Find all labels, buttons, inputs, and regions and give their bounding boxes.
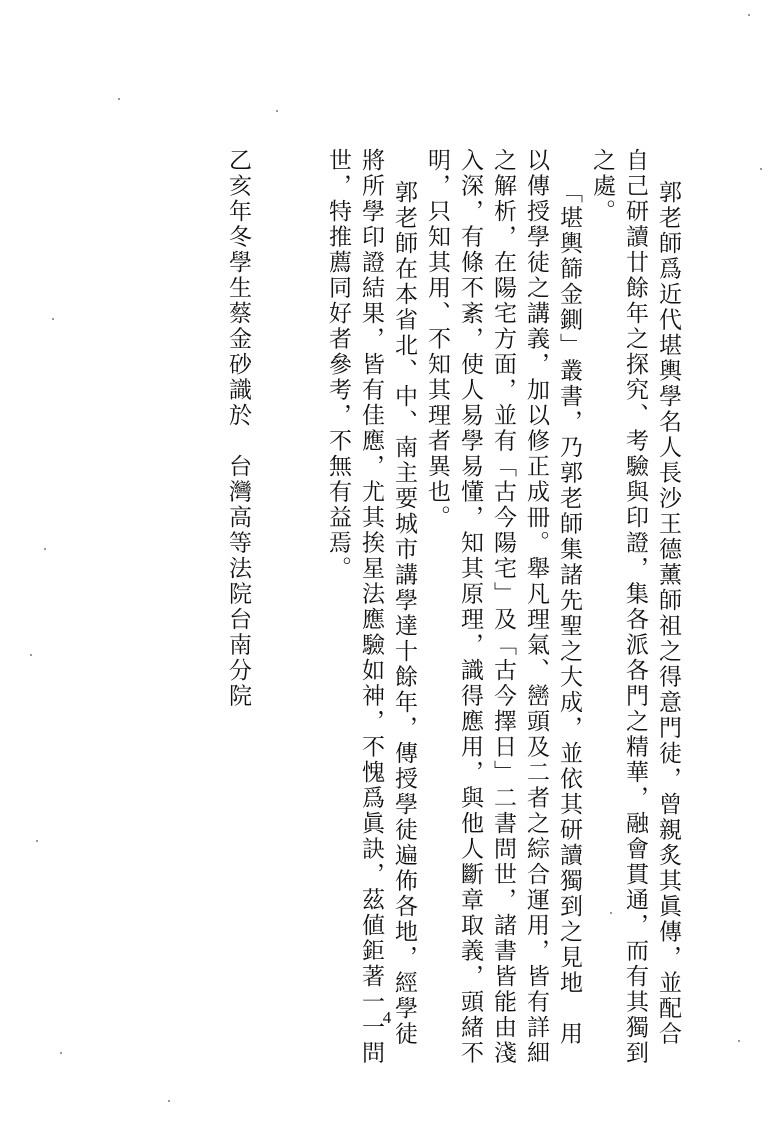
scan-speck	[118, 98, 120, 100]
text-column-5: 以傳授學徒之講義，加以修正成冊。舉凡理氣、巒頭及二者之綜合運用，皆有詳細	[523, 148, 549, 1066]
signature-column: 乙亥年冬學生蔡金砂識於 台灣高等法院台南分院	[225, 148, 251, 709]
scan-speck	[276, 110, 278, 112]
scan-speck	[168, 1100, 170, 1102]
text-column-8: 明，只知其用、不知其理者異也。	[424, 148, 450, 531]
text-column-4: 「堪輿篩金鍘」叢書，乃郭老師集諸先聖之大成，並依其研讀獨到之見地 用	[556, 180, 582, 1047]
scan-speck	[610, 912, 612, 914]
scan-speck	[760, 168, 762, 170]
scan-speck	[738, 1040, 740, 1042]
text-column-9: 郭老師在本省北、中、南主要城市講學達十餘年，傳授學徒遍佈各地，經學徒	[391, 180, 417, 1047]
text-column-1: 郭老師爲近代堪輿學名人長沙王德薰師祖之得意門徒，曾親炙其眞傳，並配合	[655, 180, 681, 1047]
scan-speck	[30, 654, 32, 656]
text-column-3: 之處。	[589, 148, 615, 225]
scan-speck	[60, 1052, 62, 1054]
text-column-2: 自己研讀廿餘年之探究、考驗與印證，集各派各門之精華，融會貫通，而有其獨到	[622, 148, 648, 1066]
page-number: 4	[382, 1008, 392, 1027]
scan-speck	[36, 840, 38, 842]
text-column-6: 之解析，在陽宅方面，並有「古今陽宅」及「古今擇日」二書問世，諸書皆能由淺	[490, 148, 516, 1066]
scan-speck	[52, 318, 54, 320]
scan-speck	[748, 14, 750, 16]
text-column-11: 世，特推薦同好者參考，不無有益焉。	[325, 148, 351, 582]
scan-speck	[44, 548, 46, 550]
text-column-10: 將所學印證結果，皆有佳應，尤其挨星法應驗如神，不愧爲眞訣，茲値鉅著一一問	[358, 148, 384, 1066]
text-column-7: 入深，有條不紊，使人易學易懂，知其原理，識得應用，與他人斷章取義，頭緒不	[457, 148, 483, 1066]
